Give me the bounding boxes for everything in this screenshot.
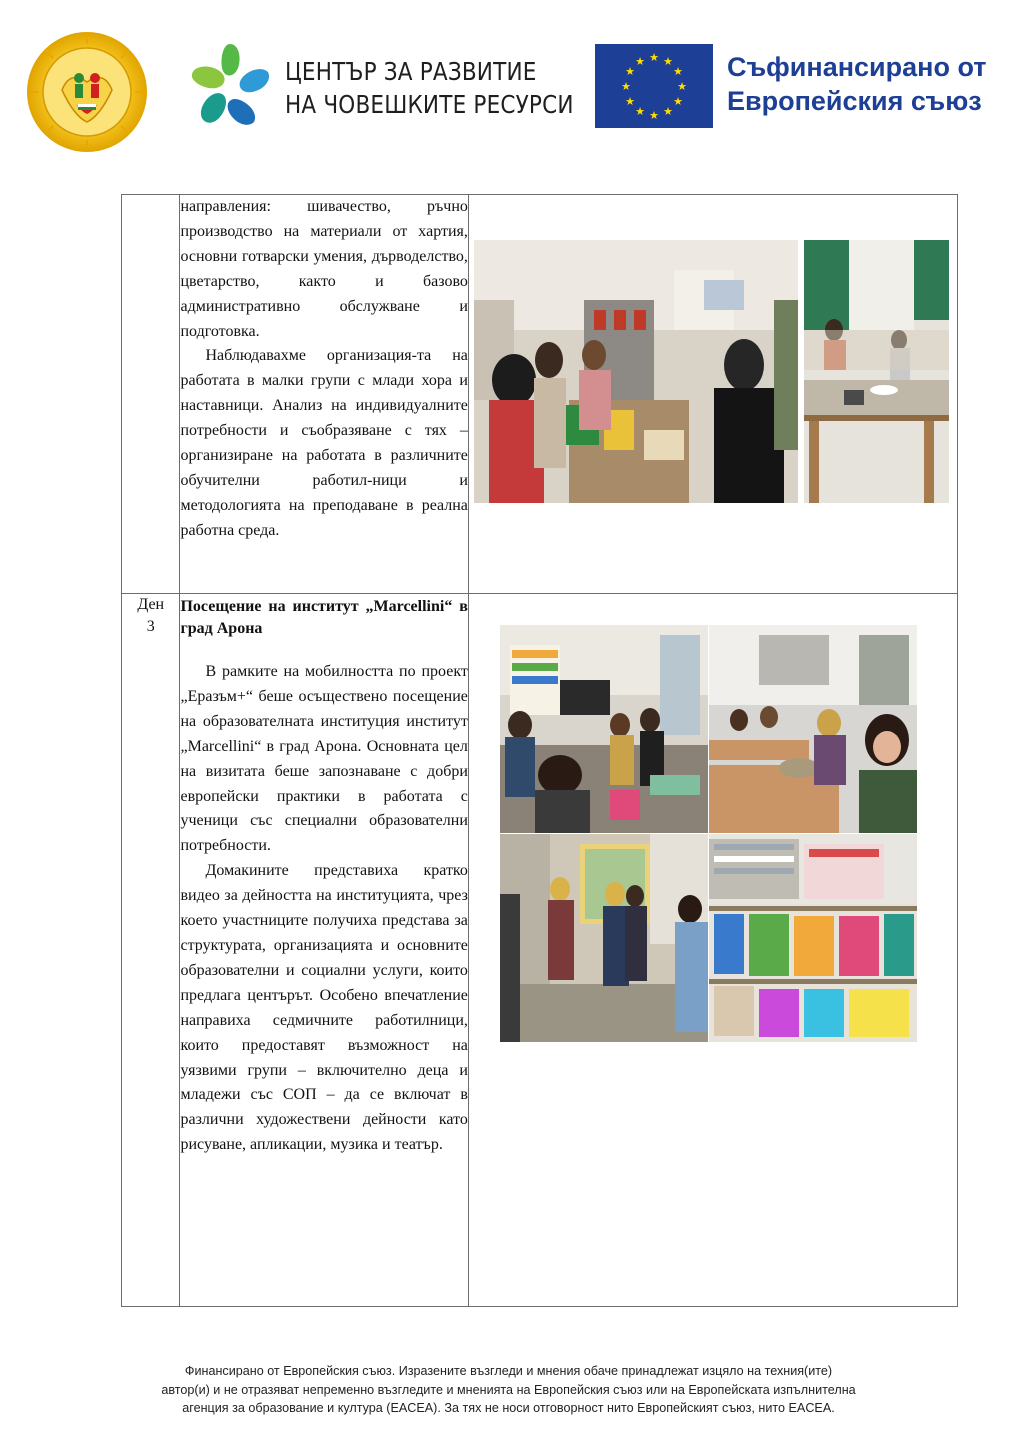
meeting-room-photo-image bbox=[709, 625, 917, 833]
svg-text:★: ★ bbox=[649, 51, 659, 64]
corridor-photo-image bbox=[500, 834, 708, 1042]
footer-line-1: Финансирано от Европейския съюз. Изразените възгледи и мнения обаче принадлежат изцяло на техния(ите) bbox=[184, 1364, 833, 1378]
school-emblem-icon bbox=[24, 30, 150, 154]
footer-line-2: автор(и) и не отразяват непременно възгледите и мненията на Европейския съюз или на Европейската изпълнителна bbox=[161, 1382, 856, 1397]
eu-line-1: Съфинансирано от bbox=[727, 52, 987, 82]
description-cell bbox=[180, 195, 468, 594]
svg-text:★: ★ bbox=[635, 55, 645, 68]
svg-text:★: ★ bbox=[635, 105, 645, 118]
paragraph: В рамките на мобилността по проект „Еразъм+“ беше осъществено посещение на образователната институция институт „Marcellini“ в град Арона. Основната цел на визитата беше запознаване с добри европейски практики в работата с ученици със специални образователни потребности. bbox=[180, 663, 468, 855]
workshop-photo-image bbox=[474, 240, 798, 503]
svg-text:★: ★ bbox=[673, 65, 683, 78]
page-header bbox=[0, 0, 1017, 160]
svg-text:★: ★ bbox=[663, 55, 673, 68]
section-title: Посещение на институт „Marcellini“ в град Арона bbox=[180, 598, 468, 637]
svg-text:★: ★ bbox=[649, 109, 659, 122]
svg-text:★: ★ bbox=[625, 95, 635, 108]
chrd-logo-text bbox=[285, 55, 574, 121]
chrd-line-2: НА ЧОВЕШКИТЕ РЕСУРСИ bbox=[285, 90, 574, 119]
footer-line-3: агенция за образование и култура (EACEA). За тях не носи отговорност нито Европейският съюз, нито EACEA. bbox=[182, 1401, 835, 1415]
eu-line-2: Европейския съюз bbox=[727, 86, 982, 116]
paragraph: Наблюдавахме организация-та на работата в малки групи с млади хора и наставници. Анализ на индивидуалните потребности и съобразяване с тях – организиране на работата в различните обучителни работил-ници и методологията на преподаване в реална работна среда. bbox=[180, 347, 468, 539]
chrd-star-logo-icon bbox=[186, 38, 274, 132]
paragraph: направления: шивачество, ръчно производство на материали от хартия, основни готварски умения, дърводелство, цветарство, както и базово административно обслужване и подготовка. bbox=[180, 198, 468, 340]
description-cell bbox=[180, 594, 468, 1307]
eu-flag-icon bbox=[595, 44, 713, 128]
bookshelf-photo-image bbox=[709, 834, 917, 1042]
eu-disclaimer-footer bbox=[60, 1362, 957, 1418]
svg-text:★: ★ bbox=[625, 65, 635, 78]
day-cell bbox=[122, 594, 180, 1307]
activity-table bbox=[121, 194, 958, 1307]
photo-cell bbox=[468, 195, 957, 594]
day-label: Ден 3 bbox=[137, 596, 165, 635]
svg-text:★: ★ bbox=[663, 105, 673, 118]
svg-text:★: ★ bbox=[677, 80, 687, 93]
svg-text:★: ★ bbox=[621, 80, 631, 93]
photo-cell bbox=[468, 594, 957, 1307]
table-row bbox=[122, 594, 958, 1307]
table-row bbox=[122, 195, 958, 594]
eu-cofunded-label bbox=[727, 50, 987, 118]
paragraph: Домакините представиха кратко видео за дейността на институцията, чрез което участниците получиха представа за структурата, организацията и основните образователни и социални услуги, които предлага центърът. Особено впечатление направиха седмичните работилници, които предоставят възможност на уязвими групи – включително деца и младежи със СОП – да се включат в различни художествени дейности като рисуване, апликации, музика и театър. bbox=[180, 862, 468, 1154]
classroom-workshop-photo-image bbox=[804, 240, 949, 503]
classroom-photo-image bbox=[500, 625, 708, 833]
chrd-line-1: ЦЕНТЪР ЗА РАЗВИТИЕ bbox=[285, 57, 537, 86]
day-cell bbox=[122, 195, 180, 594]
svg-text:★: ★ bbox=[673, 95, 683, 108]
